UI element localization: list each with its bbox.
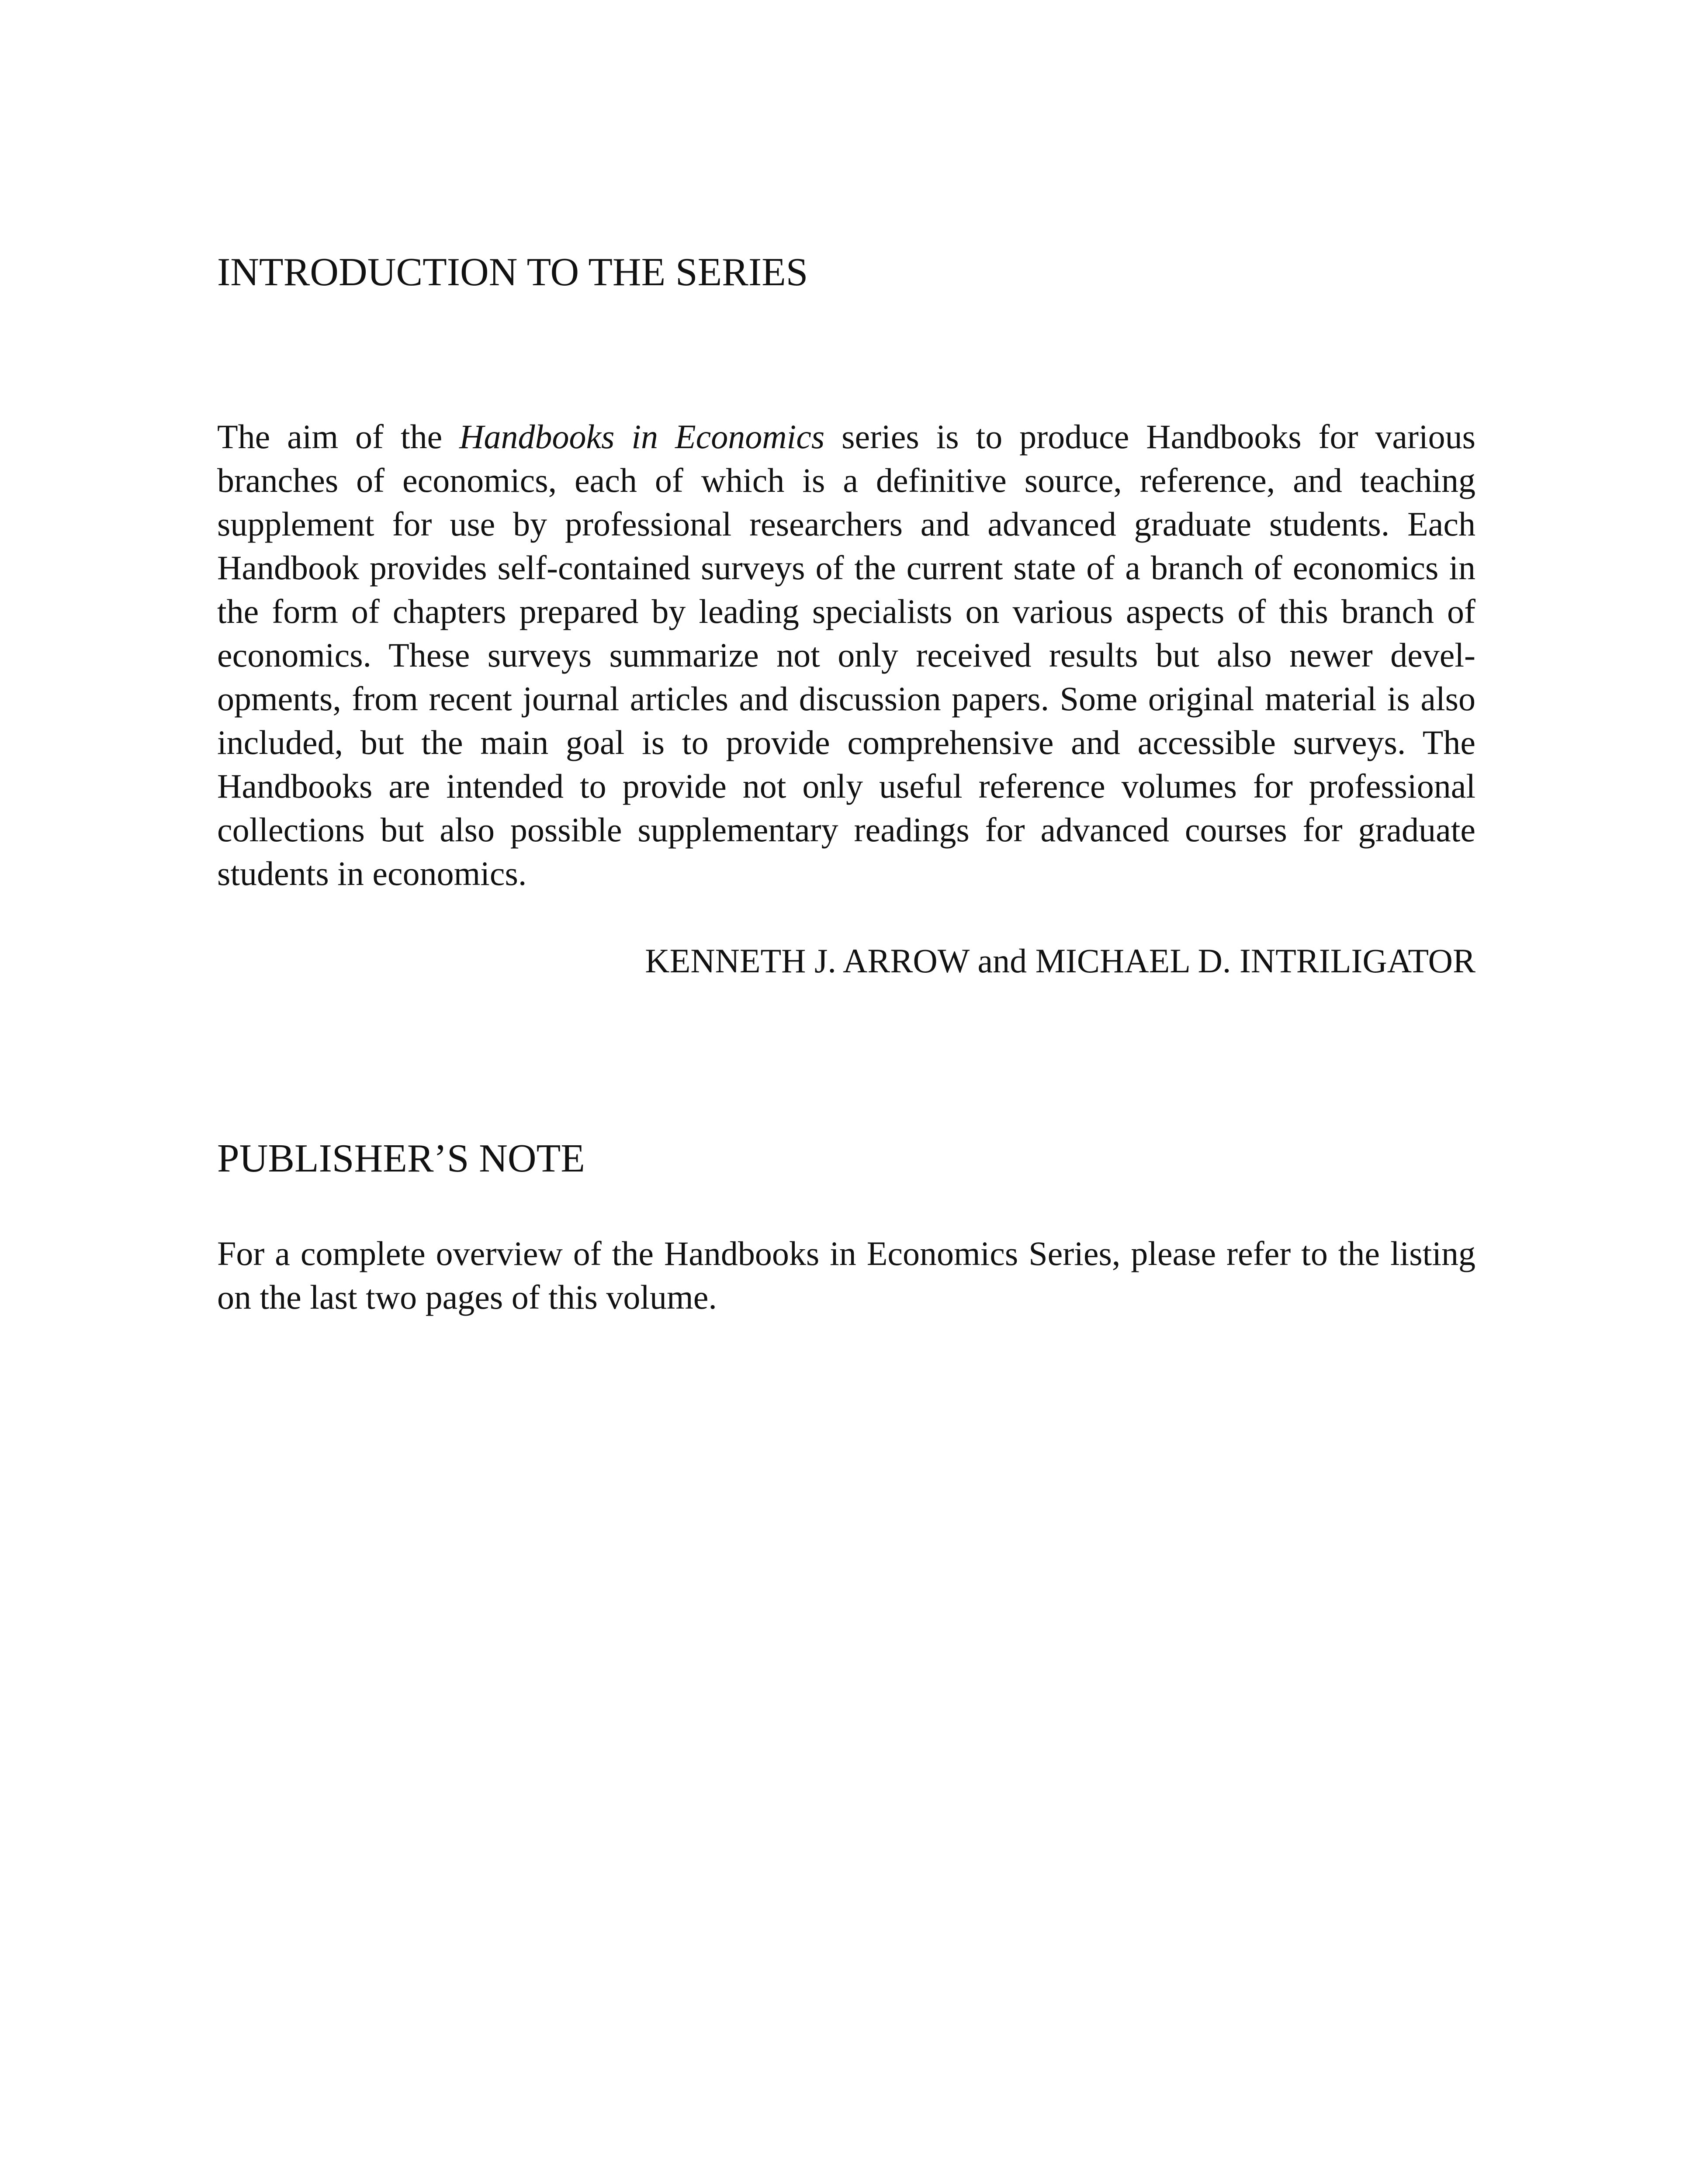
intro-paragraph — [217, 415, 1475, 895]
publisher-note-heading: PUBLISHER’S NOTE — [217, 1136, 585, 1180]
editors-signature: KENNETH J. ARROW and MICHAEL D. INTRILIGATOR — [645, 942, 1475, 980]
intro-paragraph-start: The aim of the — [217, 418, 460, 456]
intro-paragraph-rest: series is to produce Handbooks for various branches of economics, each of which is a definitive source, reference, and teaching supplement for use by professional researchers and advanced graduate students. Each Handbook provides self-contained surveys of the current state of a branch of economics in the form of chapters prepared by leading specialists on various aspects of this branch of economics. These surveys summarize not only received results but also newer developments, from recent journal articles and discussion papers. Some original material is also included, but the main goal is to provide comprehensive and accessible surveys. The Handbooks are intended to provide not only useful reference volumes for professional collections but also possible supplementary readings for advanced courses for graduate students in economics. — [217, 418, 1475, 892]
intro-heading: INTRODUCTION TO THE SERIES — [217, 250, 808, 294]
series-name: Handbooks in Economics — [459, 418, 825, 456]
publisher-note-text: For a complete overview of the Handbooks in Economics Series, please refer to the listing on the last two pages of this volume. — [217, 1234, 1475, 1316]
